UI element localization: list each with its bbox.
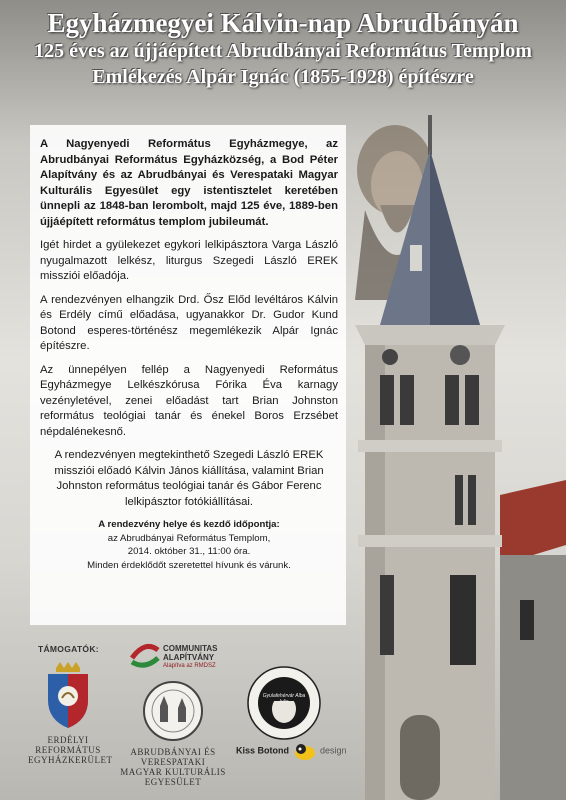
org1-line3: EGYHÁZKERÜLET: [28, 755, 113, 765]
association-seal-icon: [138, 680, 208, 742]
communitas-logo: [128, 640, 162, 675]
abrudbanyai-egyesulet-logo: [118, 680, 228, 787]
poster-subtitle-1: 125 éves az újjáépített Abrudbányai Református Templom: [34, 40, 532, 62]
intro-paragraph: A Nagyenyedi Református Egyházmegye, az Abrudbányai Református Egyházközség, a Bod Péter Alapítvány és az Abrudbányai és Verespataki Magyar Kulturális Egyesület egy istentisztelet keretében ünnepli az 1848-ban lerombolt, majd 125 éve, 1889-ben újjáépített református templom jubileumát.: [40, 138, 338, 228]
org2-line4: EGYESÜLET: [144, 777, 202, 787]
bod-peter-alapitvany-logo: [246, 665, 322, 746]
sponsors-label: TÁMOGATÓK:: [38, 644, 99, 654]
designer-name: Kiss Botond: [236, 745, 289, 756]
crest-icon: [38, 660, 98, 730]
sermon-paragraph: Igét hirdet a gyülekezet egykori lelkipásztora Varga László nyugalmazott lelkész, liturgus Szegedi László EREK missziói előadója.: [40, 239, 338, 282]
communitas-alapitvany: ALAPÍTVÁNY: [163, 653, 215, 662]
seal-text: Gyulafehérvár Alba Iulia: [262, 693, 306, 705]
design-word: design: [320, 745, 347, 756]
designer-credit: [236, 740, 347, 762]
communitas-swirl-icon: [128, 640, 162, 670]
org2-line1: ABRUDBÁNYAI ÉS: [130, 747, 216, 757]
announcement-text-box: [30, 125, 346, 625]
communitas-tagline: Alapítva az RMDSZ: [163, 663, 216, 669]
event-date: 2014. október 31., 11:00 óra.: [127, 546, 251, 557]
erdelyi-reformatus-logo: [28, 660, 113, 765]
event-place: az Abrudbányai Református Templom,: [107, 532, 271, 544]
communitas-text: [163, 644, 218, 671]
church-tower-image: [350, 95, 566, 800]
bird-icon: [292, 740, 318, 762]
poster-header: [0, 0, 566, 90]
org1-line2: REFORMÁTUS: [35, 745, 101, 755]
event-info-heading: A rendezvény helye és kezdő időpontja:: [98, 519, 280, 530]
lecture-paragraph: A rendezvényen elhangzik Drd. Ősz Előd levéltáros Kálvin és Erdély című előadása, ugyanakkor Dr. Gudor Kund Botond esperes-történész megemlékezik Alpár Ignác építészre.: [40, 293, 338, 352]
poster-subtitle-2: Emlékezés Alpár Ignác (1855-1928) építészre: [92, 66, 474, 88]
exhibition-paragraph: A rendezvényen megtekinthető Szegedi László EREK missziói előadó Kálvin János kiállítása, valamint Brian Johnston református teológiai tanár és Gábor Ferenc lelkipásztor fotókiállításai.: [54, 449, 324, 508]
org2-line2: VERESPATAKI: [140, 757, 206, 767]
communitas-name: COMMUNITAS: [163, 644, 218, 653]
event-info: [40, 518, 338, 572]
poster-title: Egyházmegyei Kálvin-nap Abrudbányán: [47, 8, 519, 38]
org2-line3: MAGYAR KULTURÁLIS: [120, 767, 226, 777]
music-paragraph: Az ünnepélyen fellép a Nagyenyedi Református Egyházmegye Lelkészkórusa Fórika Éva karnagy vezényletével, zenei előadást tart Brian Johnston református teológiai tanár és énekel Boros Erzsébet népdalénekesnő.: [40, 363, 338, 438]
event-invite: Minden érdeklődőt szeretettel hívunk és várunk.: [87, 559, 291, 571]
org1-line1: ERDÉLYI: [47, 735, 89, 745]
